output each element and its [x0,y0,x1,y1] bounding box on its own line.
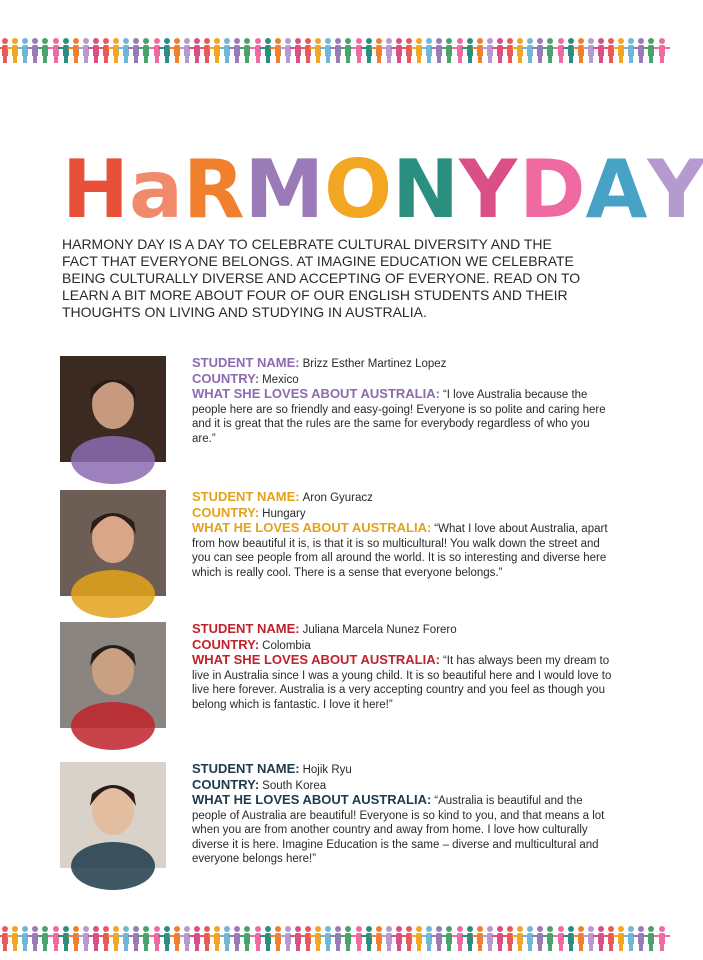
student-country: Hungary [262,507,306,520]
people-border-bottom [0,924,667,954]
paper-person-figure [273,924,283,954]
title-letter: M [244,143,323,236]
paper-person-figure [495,924,505,954]
student-quote-label: WHAT HE LOVES ABOUT AUSTRALIA: [192,520,432,535]
paper-person-figure [374,924,384,954]
paper-person-figure [636,924,646,954]
paper-person-figure [364,924,374,954]
student-name-label: STUDENT NAME: [192,621,300,636]
paper-person-figure [40,36,50,66]
paper-person-figure [465,924,475,954]
student-photo [60,490,166,596]
paper-person-figure [414,36,424,66]
paper-person-figure [616,36,626,66]
paper-person-figure [384,36,394,66]
paper-person-figure [20,36,30,66]
paper-person-figure [616,924,626,954]
paper-person-figure [303,924,313,954]
student-country-row [192,778,612,794]
paper-person-figure [545,924,555,954]
paper-person-figure [192,924,202,954]
paper-person-figure [404,36,414,66]
paper-person-figure [253,924,263,954]
student-photo [60,622,166,728]
paper-person-figure [525,924,535,954]
paper-person-figure [495,36,505,66]
paper-person-figure [101,36,111,66]
paper-person-figure [111,36,121,66]
student-country-label: COUNTRY: [192,504,260,520]
paper-person-figure [424,924,434,954]
paper-person-figure [30,36,40,66]
paper-person-figure [525,36,535,66]
paper-person-figure [394,36,404,66]
paper-person-figure [333,36,343,66]
student-info [192,356,612,446]
paper-person-figure [394,924,404,954]
paper-person-figure [303,36,313,66]
paper-person-figure [455,36,465,66]
paper-person-figure [455,924,465,954]
student-quote-row [192,521,612,580]
student-country-row [192,638,612,654]
paper-person-figure [646,924,656,954]
paper-person-figure [162,36,172,66]
paper-person-figure [152,36,162,66]
paper-person-figure [606,924,616,954]
paper-person-figure [30,924,40,954]
paper-person-figure [434,924,444,954]
paper-person-figure [333,924,343,954]
title-letter: O [324,143,391,236]
student-quote: “I love Australia because the people here are so friendly and easy-going! Everyone is so polite and caring here and it is great that the rules are the same for everybody regardless of who you are.” [192,389,606,445]
paper-person-figure [61,924,71,954]
paper-person-figure [0,924,10,954]
paper-person-figure [576,924,586,954]
paper-person-figure [273,36,283,66]
paper-person-figure [202,924,212,954]
paper-person-figure [354,36,364,66]
title-letter: N [392,143,458,236]
paper-person-figure [323,924,333,954]
paper-person-figure [283,924,293,954]
student-name-label: STUDENT NAME: [192,761,300,776]
title-letter: R [182,143,243,236]
paper-person-figure [384,924,394,954]
paper-person-figure [10,36,20,66]
paper-person-figure [566,924,576,954]
student-quote-row [192,653,612,712]
title-letter: D [519,143,584,236]
paper-person-figure [162,924,172,954]
paper-person-figure [424,36,434,66]
student-photo [60,762,166,868]
student-name-label: STUDENT NAME: [192,355,300,370]
student-country-label: COUNTRY: [192,370,260,386]
paper-person-figure [152,924,162,954]
paper-person-figure [596,924,606,954]
paper-person-figure [242,36,252,66]
student-name-row [192,762,612,778]
paper-person-figure [91,36,101,66]
paper-person-figure [576,36,586,66]
paper-person-figure [121,924,131,954]
student-country-label: COUNTRY: [192,636,260,652]
paper-person-figure [657,36,667,66]
paper-person-figure [566,36,576,66]
paper-person-figure [263,924,273,954]
paper-person-figure [586,924,596,954]
student-country: Colombia [262,639,311,652]
intro-paragraph: HARMONY DAY IS A DAY TO CELEBRATE CULTURAL DIVERSITY AND THE FACT THAT EVERYONE BELONGS. AT IMAGINE EDUCATION WE CELEBRATE BEING CULTURALLY DIVERSE AND ACCEPTING OF EVERYONE. READ ON TO LEARN A BIT MORE ABOUT FOUR OF OUR ENGLISH STUDENTS AND THEIR THOUGHTS ON LIVING AND STUDYING IN AUSTRALIA. [62,236,581,320]
paper-person-figure [313,924,323,954]
paper-person-figure [81,924,91,954]
paper-person-figure [242,924,252,954]
paper-person-figure [535,924,545,954]
paper-person-figure [646,36,656,66]
paper-person-figure [111,924,121,954]
student-quote-label: WHAT SHE LOVES ABOUT AUSTRALIA: [192,652,440,667]
paper-person-figure [172,36,182,66]
paper-person-figure [556,924,566,954]
paper-person-figure [485,924,495,954]
paper-person-figure [535,36,545,66]
paper-person-figure [212,36,222,66]
paper-person-figure [414,924,424,954]
paper-person-figure [141,924,151,954]
student-quote: “Australia is beautiful and the people of Australia are beautiful! Everyone is so kind to you, and that means a lot when you are from another country and away from home. I love how culturally diverse it is here. Imagine Education is the same – diverse and multicultural and everyone belongs here!” [192,795,605,865]
student-quote-row [192,793,612,867]
paper-person-figure [182,924,192,954]
paper-person-figure [10,924,20,954]
student-info [192,622,612,712]
student-name-row [192,356,612,372]
paper-person-figure [374,36,384,66]
paper-person-figure [626,924,636,954]
paper-person-figure [232,36,242,66]
title-letter: Y [647,143,703,236]
paper-person-figure [101,924,111,954]
paper-person-figure [475,36,485,66]
student-name: Brizz Esther Martinez Lopez [302,358,447,370]
student-country: South Korea [262,779,327,792]
people-border-top [0,36,667,66]
student-quote-row [192,387,612,446]
paper-person-figure [131,924,141,954]
paper-person-figure [202,36,212,66]
paper-person-figure [556,36,566,66]
paper-person-figure [444,924,454,954]
paper-person-figure [283,36,293,66]
paper-person-figure [0,36,10,66]
paper-person-figure [293,36,303,66]
paper-person-figure [343,36,353,66]
title-letter: A [585,143,646,236]
student-quote: “It has always been my dream to live in Australia since I was a young child. It is so beautiful here and I would love to live here forever. Australia is a very accepting country and you feel as though you belong which is fantastic. I love it here!” [192,655,612,711]
paper-person-figure [71,924,81,954]
paper-person-figure [586,36,596,66]
paper-person-figure [626,36,636,66]
paper-person-figure [182,36,192,66]
paper-person-figure [434,36,444,66]
paper-person-figure [222,36,232,66]
paper-person-figure [71,36,81,66]
student-photo [60,356,166,462]
paper-person-figure [505,924,515,954]
paper-person-figure [51,924,61,954]
paper-person-figure [404,924,414,954]
paper-person-figure [657,924,667,954]
student-quote: “What I love about Australia, apart from how beautiful it is, is that it is so multicultural! You walk down the street and you can see people from all around the world. It is so interesting and diverse here which is really cool. There is a sense that everyone belongs.” [192,523,608,579]
paper-person-figure [232,924,242,954]
student-name-label: STUDENT NAME: [192,489,300,504]
paper-person-figure [293,924,303,954]
student-country-row [192,506,612,522]
paper-person-figure [51,36,61,66]
student-name-row [192,622,612,638]
paper-person-figure [313,36,323,66]
paper-person-figure [606,36,616,66]
paper-person-figure [354,924,364,954]
title-letter: Y [459,143,516,236]
paper-person-figure [81,36,91,66]
paper-person-figure [61,36,71,66]
page-title [62,140,703,236]
paper-person-figure [253,36,263,66]
paper-person-figure [475,924,485,954]
paper-person-figure [222,924,232,954]
student-name: Hojik Ryu [302,764,352,776]
paper-person-figure [364,36,374,66]
student-quote-label: WHAT HE LOVES ABOUT AUSTRALIA: [192,792,432,807]
paper-person-figure [515,924,525,954]
student-name: Juliana Marcela Nunez Forero [302,624,457,636]
paper-person-figure [141,36,151,66]
paper-person-figure [636,36,646,66]
student-quote-label: WHAT SHE LOVES ABOUT AUSTRALIA: [192,386,440,401]
paper-person-figure [192,36,202,66]
paper-person-figure [40,924,50,954]
paper-person-figure [121,36,131,66]
student-name: Aron Gyuracz [302,492,373,504]
title-letter: H [62,143,127,236]
paper-person-figure [505,36,515,66]
paper-person-figure [131,36,141,66]
student-name-row [192,490,612,506]
paper-person-figure [323,36,333,66]
student-country-row [192,372,612,388]
student-info [192,762,612,867]
paper-person-figure [515,36,525,66]
paper-person-figure [545,36,555,66]
paper-person-figure [465,36,475,66]
student-info [192,490,612,580]
paper-person-figure [485,36,495,66]
title-letter: a [128,143,181,236]
paper-person-figure [91,924,101,954]
paper-person-figure [263,36,273,66]
student-country-label: COUNTRY: [192,776,260,792]
student-country: Mexico [262,373,299,386]
paper-person-figure [212,924,222,954]
paper-person-figure [20,924,30,954]
paper-person-figure [343,924,353,954]
paper-person-figure [596,36,606,66]
paper-person-figure [444,36,454,66]
paper-person-figure [172,924,182,954]
